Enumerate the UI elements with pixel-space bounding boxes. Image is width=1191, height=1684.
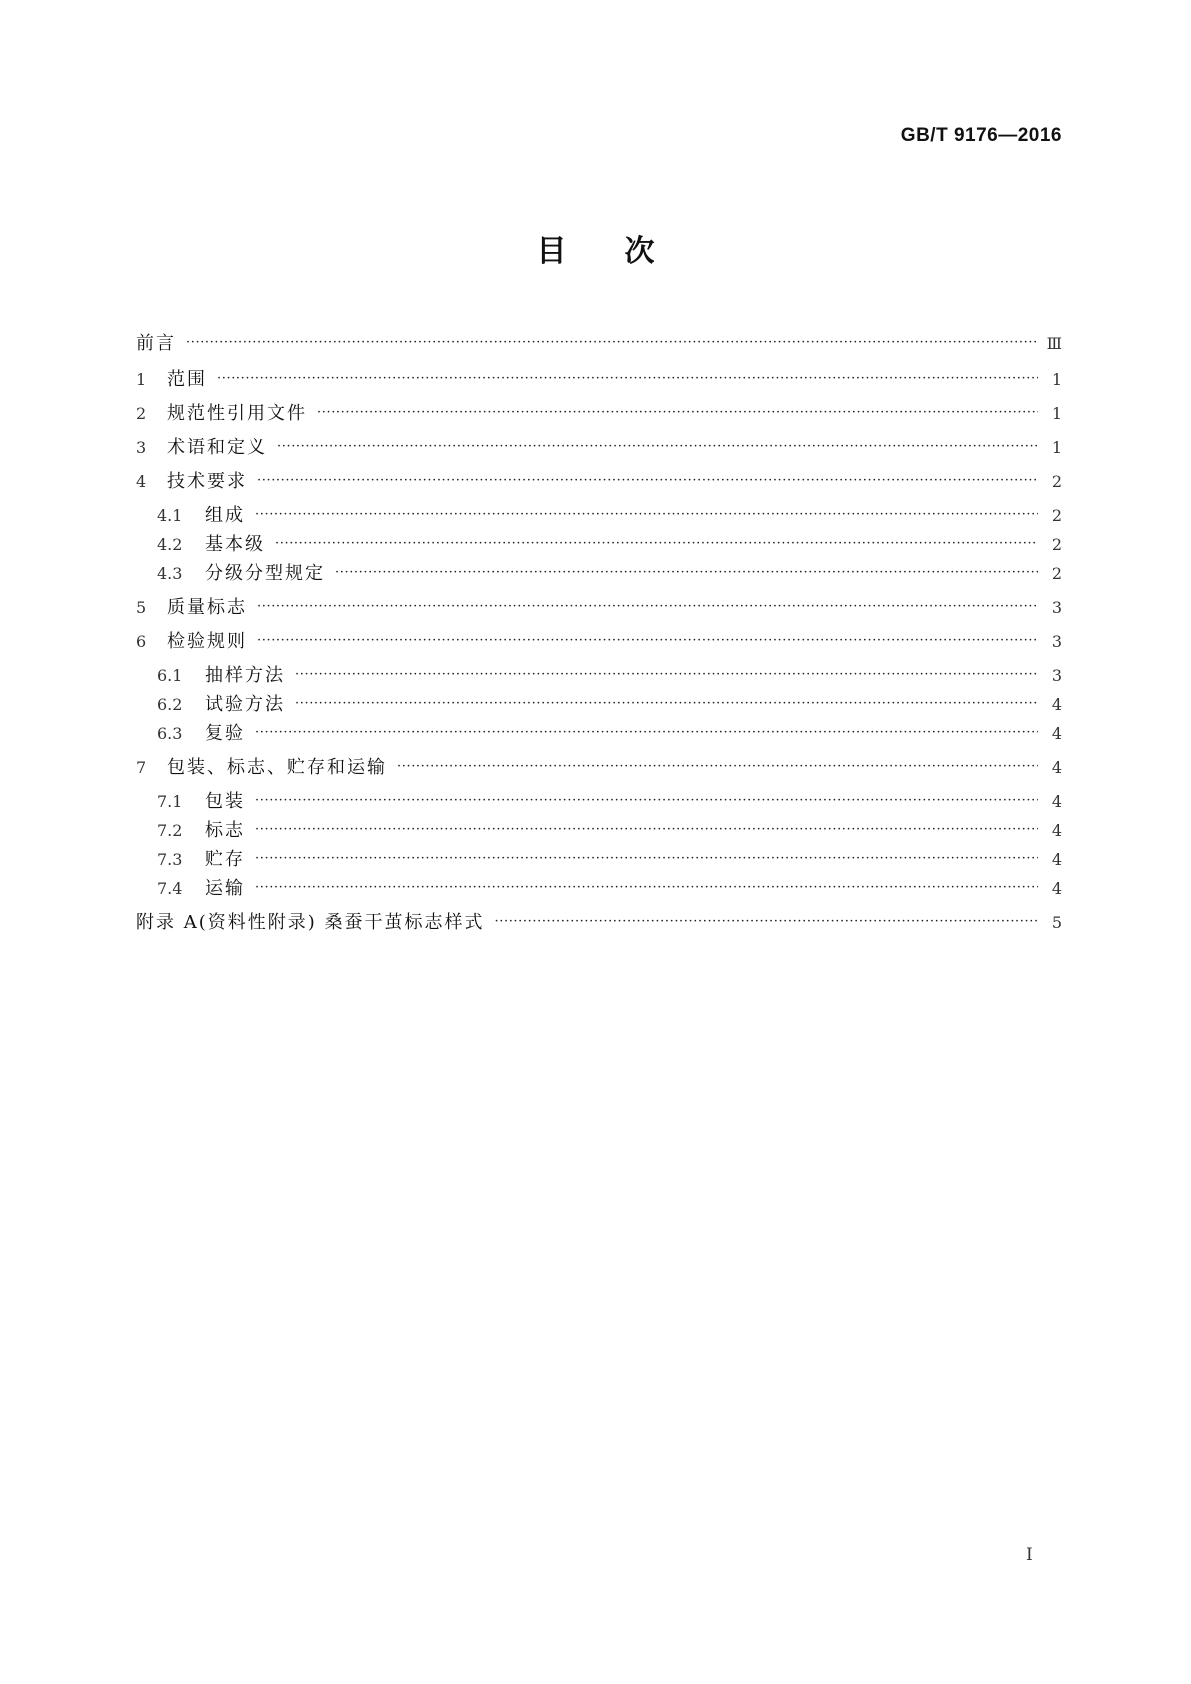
toc-entry-label: 检验规则 bbox=[167, 631, 247, 652]
toc-entry-number: 4.1 bbox=[157, 506, 183, 525]
toc-entry-number: 6 bbox=[136, 632, 147, 651]
toc-entry-label: 包装、标志、贮存和运输 bbox=[167, 757, 387, 778]
toc-leader-dots bbox=[257, 593, 1038, 621]
toc-entry-label: 抽样方法 bbox=[205, 665, 285, 686]
page-number: I bbox=[1026, 1545, 1033, 1565]
toc-leader-dots bbox=[186, 329, 1037, 357]
toc-entry-7-4[interactable] bbox=[157, 875, 1062, 903]
toc-entry-label: 术语和定义 bbox=[167, 437, 267, 458]
toc-entry-label: 运输 bbox=[205, 878, 245, 899]
toc-entry-number: 4 bbox=[136, 472, 147, 491]
toc-leader-dots bbox=[255, 845, 1038, 873]
toc-leader-dots bbox=[255, 874, 1038, 902]
toc-entry-page: 4 bbox=[1051, 850, 1062, 869]
toc-entry-page: 3 bbox=[1051, 666, 1062, 685]
toc-leader-dots bbox=[317, 399, 1038, 427]
toc-leader-dots bbox=[275, 530, 1038, 558]
toc-leader-dots bbox=[255, 787, 1038, 815]
toc-entry-page: 5 bbox=[1051, 913, 1062, 932]
toc-entry-page: 3 bbox=[1051, 632, 1062, 651]
toc-entry-label: 分级分型规定 bbox=[205, 563, 325, 584]
toc-entry-4-3[interactable] bbox=[157, 560, 1062, 588]
toc-entry-number: 6.2 bbox=[157, 695, 183, 714]
toc-leader-dots bbox=[255, 719, 1038, 747]
toc-entry-page: 2 bbox=[1051, 564, 1062, 583]
toc-entry-label: 范围 bbox=[167, 369, 207, 390]
toc-entry-number: 4.2 bbox=[157, 535, 183, 554]
standard-code: GB/T 9176—2016 bbox=[900, 125, 1062, 146]
toc-entry-6-2[interactable] bbox=[157, 691, 1062, 719]
toc-leader-dots bbox=[335, 559, 1038, 587]
toc-entry-label: 前言 bbox=[136, 333, 176, 354]
toc-entry-page: 1 bbox=[1051, 404, 1062, 423]
toc-entry-label: 规范性引用文件 bbox=[167, 403, 307, 424]
toc-entry-number: 1 bbox=[136, 370, 147, 389]
toc-entry-number: 6.1 bbox=[157, 666, 183, 685]
toc-entry-number: 3 bbox=[136, 438, 147, 457]
toc-entry-page: 4 bbox=[1051, 758, 1062, 777]
toc-entry-number: 7.4 bbox=[157, 879, 183, 898]
toc-entry-page: 3 bbox=[1051, 598, 1062, 617]
toc-entry-label: 基本级 bbox=[205, 534, 265, 555]
toc-leader-dots bbox=[217, 365, 1038, 393]
toc-entry-page: 4 bbox=[1051, 695, 1062, 714]
toc-leader-dots bbox=[277, 433, 1038, 461]
toc-entry-label: 技术要求 bbox=[167, 471, 247, 492]
toc-entry-number: 7 bbox=[136, 758, 147, 777]
toc-entry-preface[interactable] bbox=[136, 330, 1062, 358]
toc-entry-label: 试验方法 bbox=[205, 694, 285, 715]
toc-entry-page: 4 bbox=[1051, 821, 1062, 840]
toc-entry-label: 复验 bbox=[205, 723, 245, 744]
toc-entry-page: 2 bbox=[1051, 506, 1062, 525]
toc-entry-number: 2 bbox=[136, 404, 147, 423]
toc-entry-4[interactable] bbox=[136, 468, 1062, 496]
toc-entry-6-1[interactable] bbox=[157, 662, 1062, 690]
toc-leader-dots bbox=[295, 690, 1038, 718]
toc-entry-page: Ⅲ bbox=[1046, 334, 1062, 353]
toc-leader-dots bbox=[257, 467, 1038, 495]
toc-entry-page: 2 bbox=[1051, 535, 1062, 554]
toc-entry-label: 贮存 bbox=[205, 849, 245, 870]
toc-entry-label: 附录 A(资料性附录) 桑蚕干茧标志样式 bbox=[136, 912, 485, 933]
toc-entry-4-1[interactable] bbox=[157, 502, 1062, 530]
toc-leader-dots bbox=[257, 627, 1038, 655]
toc-entry-label: 质量标志 bbox=[167, 597, 247, 618]
toc-entry-4-2[interactable] bbox=[157, 531, 1062, 559]
toc-entry-appendix-a[interactable] bbox=[136, 909, 1062, 937]
toc-entry-7-2[interactable] bbox=[157, 817, 1062, 845]
toc-entry-7-3[interactable] bbox=[157, 846, 1062, 874]
toc-entry-page: 4 bbox=[1051, 792, 1062, 811]
toc-entry-7[interactable] bbox=[136, 754, 1062, 782]
toc-entry-number: 6.3 bbox=[157, 724, 183, 743]
toc-leader-dots bbox=[397, 753, 1038, 781]
toc-entry-page: 1 bbox=[1051, 438, 1062, 457]
toc-leader-dots bbox=[295, 661, 1038, 689]
toc-entry-1[interactable] bbox=[136, 366, 1062, 394]
page-title: 目次 bbox=[536, 234, 713, 269]
toc-entry-7-1[interactable] bbox=[157, 788, 1062, 816]
toc-entry-3[interactable] bbox=[136, 434, 1062, 462]
toc-entry-5[interactable] bbox=[136, 594, 1062, 622]
toc-entry-page: 4 bbox=[1051, 879, 1062, 898]
toc-entry-number: 5 bbox=[136, 598, 147, 617]
toc-entry-number: 7.1 bbox=[157, 792, 183, 811]
toc-entry-number: 7.2 bbox=[157, 821, 183, 840]
toc-leader-dots bbox=[255, 816, 1038, 844]
toc-entry-number: 7.3 bbox=[157, 850, 183, 869]
toc-entry-label: 包装 bbox=[205, 791, 245, 812]
toc-leader-dots bbox=[255, 501, 1038, 529]
toc-entry-6-3[interactable] bbox=[157, 720, 1062, 748]
toc-entry-page: 1 bbox=[1051, 370, 1062, 389]
toc-entry-2[interactable] bbox=[136, 400, 1062, 428]
toc-entry-number: 4.3 bbox=[157, 564, 183, 583]
toc-entry-page: 4 bbox=[1051, 724, 1062, 743]
toc-entry-label: 标志 bbox=[205, 820, 245, 841]
toc-entry-6[interactable] bbox=[136, 628, 1062, 656]
toc-entry-label: 组成 bbox=[205, 505, 245, 526]
toc-leader-dots bbox=[495, 908, 1039, 936]
toc-entry-page: 2 bbox=[1051, 472, 1062, 491]
